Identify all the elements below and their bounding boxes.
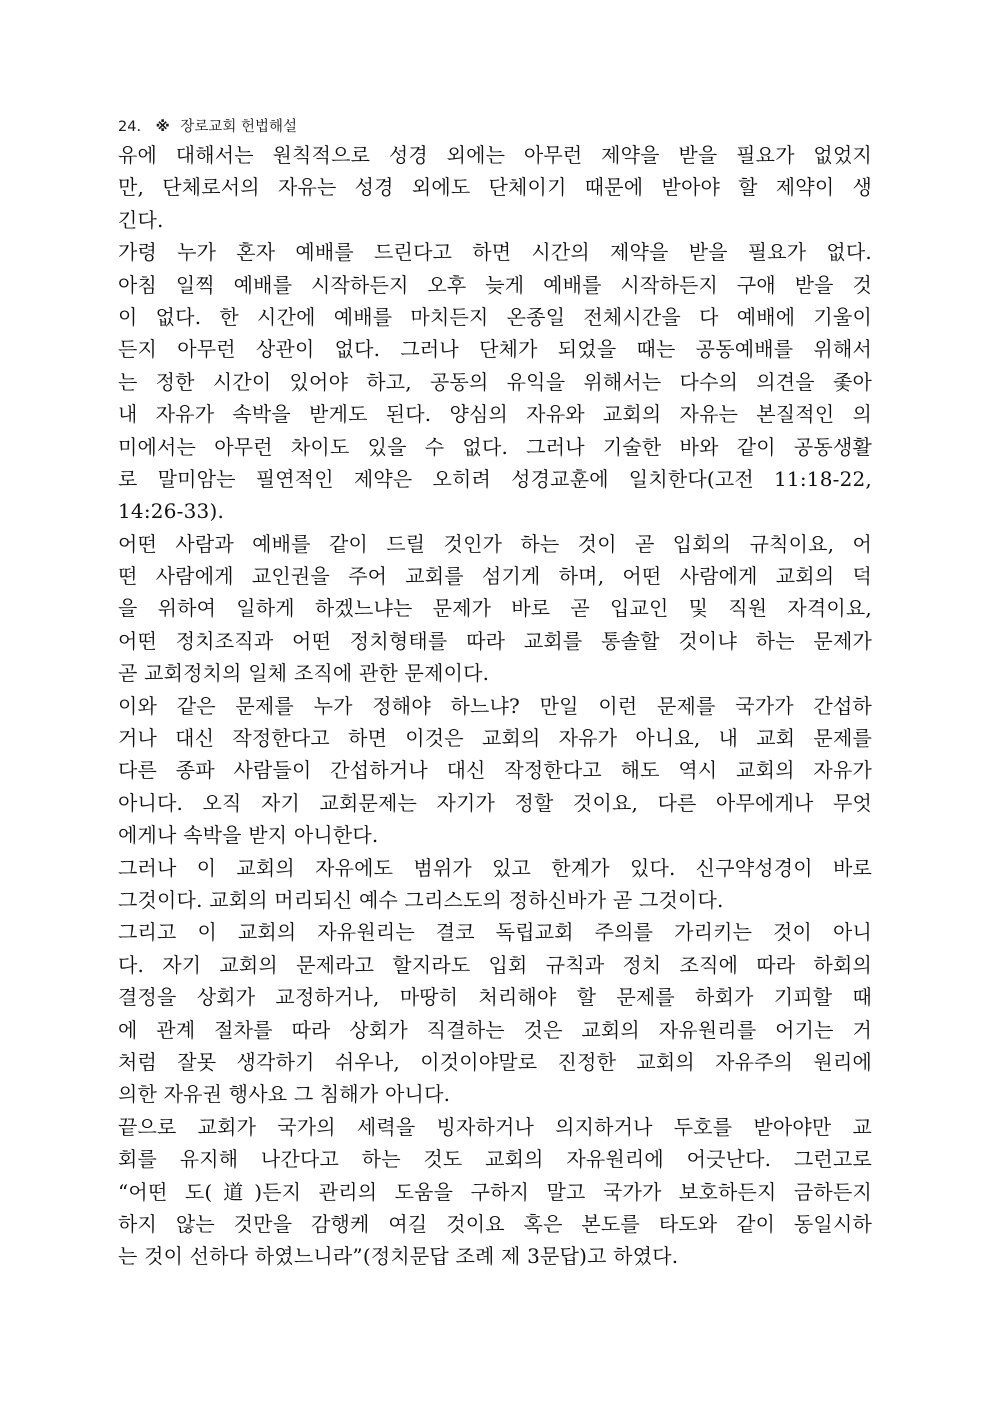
text-line: 아침 일찍 예배를 시작하든지 오후 늦게 예배를 시작하든지 구애 받을 것	[118, 272, 872, 297]
reference-mark-icon: ※	[155, 119, 170, 135]
text-line: 긴다.	[118, 207, 164, 232]
text-line: 그것이다. 교회의 머리되신 예수 그리스도의 정하신바가 곧 그것이다.	[118, 887, 724, 912]
text-line: 을 위하여 일하게 하겠느냐는 문제가 바로 곧 입교인 및 직원 자격이요,	[118, 596, 872, 621]
text-line: 미에서는 아무런 차이도 있을 수 없다. 그러나 기술한 바와 같이 공동생활	[118, 434, 872, 459]
running-header-title: 장로교회 헌법해설	[180, 119, 298, 135]
text-line: 다. 자기 교회의 문제라고 할지라도 입회 규칙과 정치 조직에 따라 하회의	[118, 952, 872, 977]
body-text	[118, 139, 872, 1273]
text-line: 이와 같은 문제를 누가 정해야 하느냐? 만일 이런 문제를 국가가 간섭하	[118, 693, 872, 718]
text-line: 처럼 잘못 생각하기 쉬우나, 이것이야말로 진정한 교회의 자유주의 원리에	[118, 1049, 872, 1074]
text-line: 곧 교회정치의 일체 조직에 관한 문제이다.	[118, 661, 490, 686]
text-line: 의한 자유권 행사요 그 침해가 아니다.	[118, 1082, 451, 1107]
text-line: 내 자유가 속박을 받게도 된다. 양심의 자유와 교회의 자유는 본질적인 의	[118, 402, 872, 427]
text-line: “어떤 도(道)든지 관리의 도움을 구하지 말고 국가가 보호하든지 금하든지	[118, 1179, 872, 1204]
text-line: 에 관계 절차를 따라 상회가 직결하는 것은 교회의 자유원리를 어기는 거	[118, 1017, 872, 1042]
text-line: 회를 유지해 나간다고 하는 것도 교회의 자유원리에 어긋난다. 그런고로	[118, 1147, 872, 1172]
text-line: 그러나 이 교회의 자유에도 범위가 있고 한계가 있다. 신구약성경이 바로	[118, 855, 872, 880]
text-line: 결정을 상회가 교정하거나, 마땅히 처리해야 할 문제를 하회가 기피할 때	[118, 985, 872, 1010]
text-line: 거나 대신 작정한다고 하면 이것은 교회의 자유가 아니요, 내 교회 문제를	[118, 726, 872, 751]
text-line: 그리고 이 교회의 자유원리는 결코 독립교회 주의를 가리키는 것이 아니	[118, 920, 872, 945]
text-line: 끝으로 교회가 국가의 세력을 빙자하거나 의지하거나 두호를 받아야만 교	[118, 1114, 872, 1139]
text-line: 어떤 정치조직과 어떤 정치형태를 따라 교회를 통솔할 것이냐 하는 문제가	[118, 628, 872, 653]
text-line: 다른 종파 사람들이 간섭하거나 대신 작정한다고 해도 역시 교회의 자유가	[118, 758, 872, 783]
text-line: 든지 아무런 상관이 없다. 그러나 단체가 되었을 때는 공동예배를 위해서	[118, 337, 872, 362]
text-line: 유에 대해서는 원칙적으로 성경 외에는 아무런 제약을 받을 필요가 없었지	[118, 143, 872, 167]
text-line: 는 정한 시간이 있어야 하고, 공동의 유익을 위해서는 다수의 의견을 좇아	[118, 369, 872, 394]
text-line: 가령 누가 혼자 예배를 드린다고 하면 시간의 제약을 받을 필요가 없다.	[118, 240, 872, 265]
text-line: 14:26-33).	[118, 499, 225, 524]
text-line: 만, 단체로서의 자유는 성경 외에도 단체이기 때문에 받아야 할 제약이 생	[118, 175, 872, 200]
text-line: 어떤 사람과 예배를 같이 드릴 것인가 하는 것이 곧 입회의 규칙이요, 어	[118, 531, 872, 556]
text-line: 에게나 속박을 받지 아니한다.	[118, 823, 379, 848]
text-line: 아니다. 오직 자기 교회문제는 자기가 정할 것이요, 다른 아무에게나 무엇	[118, 790, 872, 815]
text-line: 떤 사람에게 교인권을 주어 교회를 섬기게 하며, 어떤 사람에게 교회의 덕	[118, 564, 872, 589]
text-line: 로 말미암는 필연적인 제약은 오히려 성경교훈에 일치한다(고전 11:18-22,	[118, 466, 872, 491]
page-number: 24.	[118, 119, 142, 135]
text-line: 이 없다. 한 시간에 예배를 마치든지 온종일 전체시간을 다 예배에 기울이	[118, 304, 872, 329]
text-line: 는 것이 선하다 하였느니라”(정치문답 조례 제 3문답)고 하였다.	[118, 1244, 679, 1269]
text-line: 하지 않는 것만을 감행케 여길 것이요 혹은 본도를 타도와 같이 동일시하	[118, 1211, 872, 1236]
running-header	[118, 118, 297, 136]
